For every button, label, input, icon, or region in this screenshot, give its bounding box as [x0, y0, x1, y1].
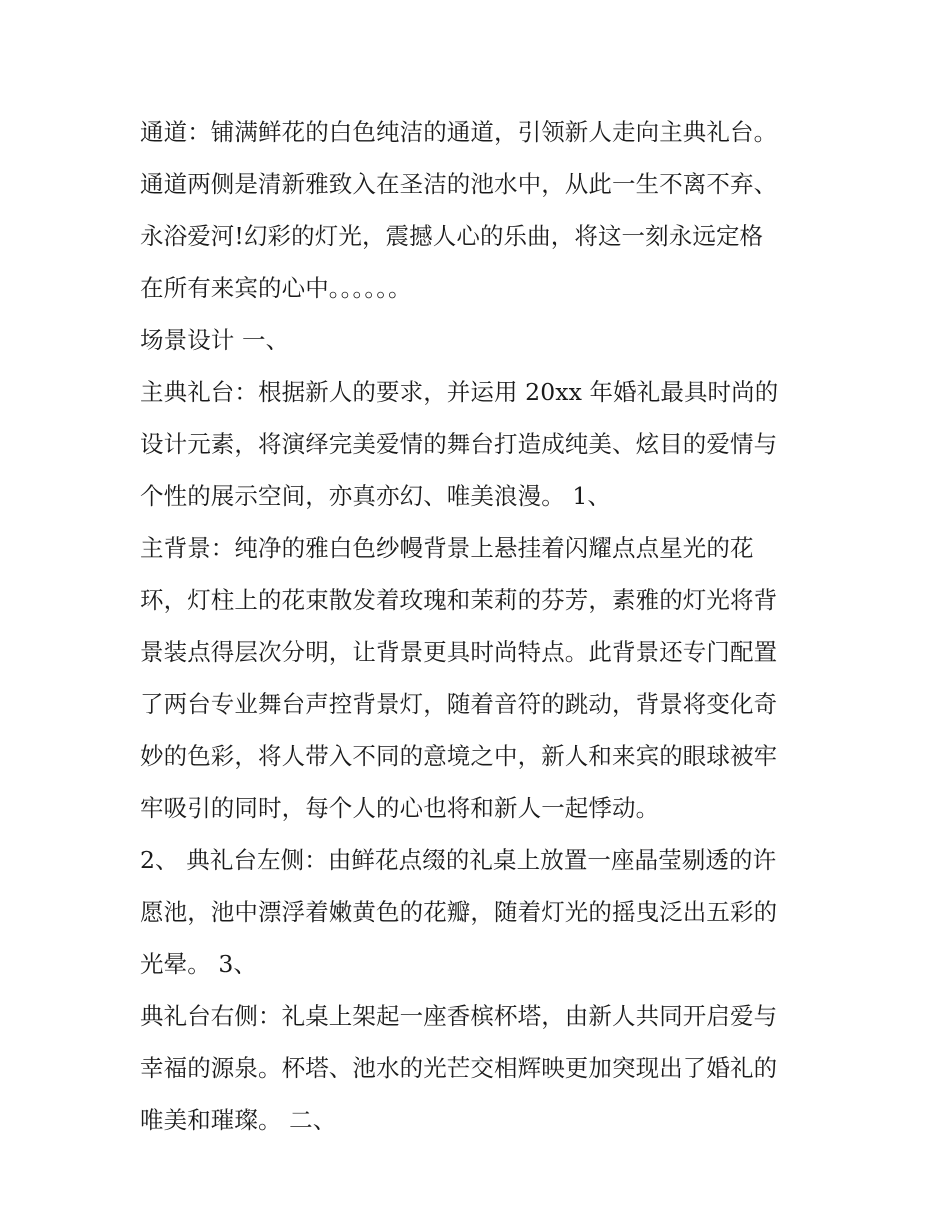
text-line: 通道：铺满鲜花的白色纯洁的通道，引领新人走向主典礼台。 [140, 118, 778, 146]
text-line: 愿池，池中漂浮着嫩黄色的花瓣，随着灯光的摇曳泛出五彩的 [140, 898, 778, 926]
document-body [140, 106, 820, 1146]
text-line: 通道两侧是清新雅致入在圣洁的池水中，从此一生不离不弃、 [140, 170, 778, 198]
text-line: 2、 典礼台左侧：由鲜花点缀的礼桌上放置一座晶莹剔透的许 [140, 846, 777, 874]
text-line: 了两台专业舞台声控背景灯，随着音符的跳动，背景将变化奇 [140, 690, 778, 718]
text-line: 妙的色彩，将人带入不同的意境之中，新人和来宾的眼球被牢 [140, 742, 778, 770]
text-line: 在所有来宾的心中。。。。。。 [140, 274, 412, 302]
text-line: 典礼台右侧：礼桌上架起一座香槟杯塔，由新人共同开启爱与 [140, 1002, 778, 1030]
text-line: 唯美和璀璨。 二、 [140, 1106, 337, 1134]
text-line: 牢吸引的同时，每个人的心也将和新人一起悸动。 [140, 794, 660, 822]
text-line: 永浴爱河!幻彩的灯光，震撼人心的乐曲，将这一刻永远定格 [140, 222, 764, 250]
text-line: 环，灯柱上的花束散发着玫瑰和茉莉的芬芳，素雅的灯光将背 [140, 586, 778, 614]
text-line: 主典礼台：根据新人的要求，并运用 20xx 年婚礼最具时尚的 [140, 378, 779, 406]
text-line: 景装点得层次分明，让背景更具时尚特点。此背景还专门配置 [140, 638, 778, 666]
text-line: 主背景：纯净的雅白色纱幔背景上悬挂着闪耀点点星光的花 [140, 534, 754, 562]
text-line: 设计元素，将演绎完美爱情的舞台打造成纯美、炫目的爱情与 [140, 430, 778, 458]
text-line: 个性的展示空间，亦真亦幻、唯美浪漫。 1、 [140, 482, 612, 510]
section-heading: 场景设计 一、 [140, 326, 290, 354]
text-line: 光晕。 3、 [140, 950, 258, 978]
text-line: 幸福的源泉。杯塔、池水的光芒交相辉映更加突现出了婚礼的 [140, 1054, 778, 1082]
